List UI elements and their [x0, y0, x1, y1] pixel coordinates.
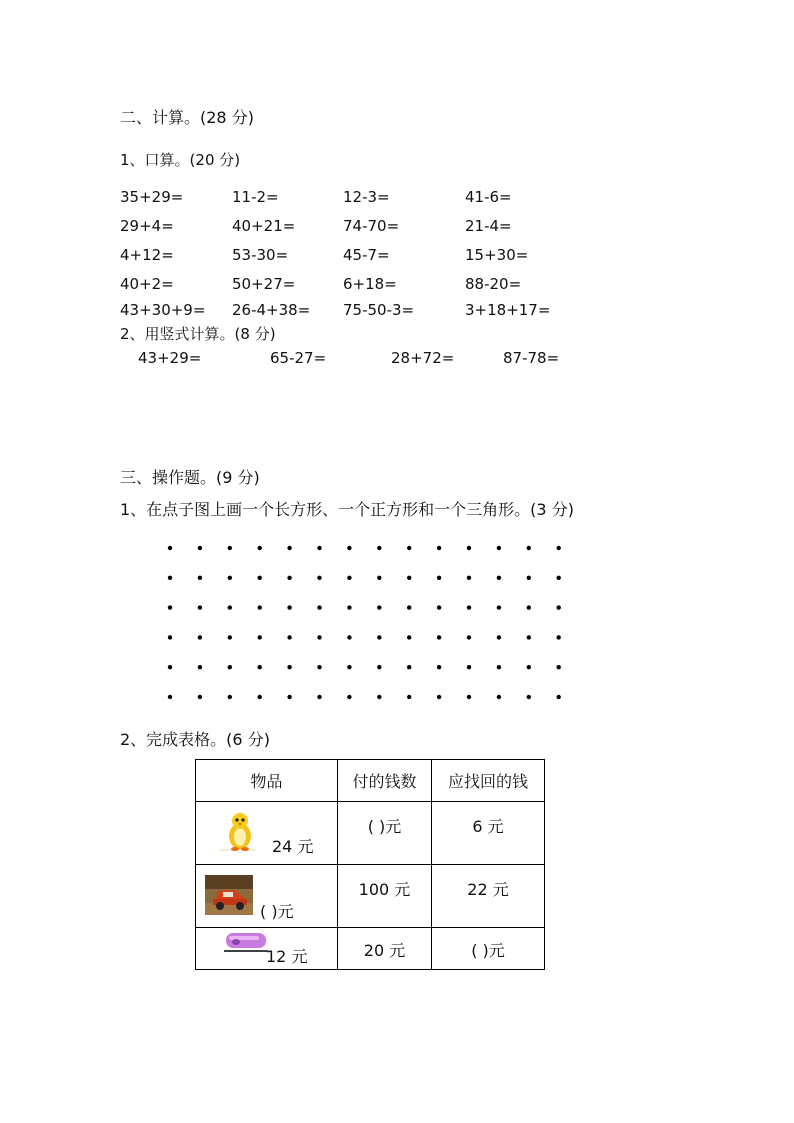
grid-dot[interactable] — [557, 576, 561, 580]
grid-dot[interactable] — [287, 605, 291, 609]
paid-value: ( )元 — [367, 817, 402, 836]
grid-dot[interactable] — [287, 695, 291, 699]
grid-dot[interactable] — [407, 605, 411, 609]
grid-dot[interactable] — [198, 546, 202, 550]
expression: 41-6= — [465, 188, 512, 206]
grid-dot[interactable] — [198, 576, 202, 580]
expression: 40+21= — [232, 217, 296, 235]
expression: 40+2= — [120, 275, 174, 293]
section-3-title: 三、操作题。(9 分) — [120, 468, 260, 487]
grid-dot[interactable] — [258, 546, 262, 550]
expression: 87-78= — [503, 349, 560, 367]
grid-dot[interactable] — [467, 635, 471, 639]
item-price: 12 元 — [266, 947, 308, 966]
grid-dot[interactable] — [347, 576, 351, 580]
grid-dot[interactable] — [467, 605, 471, 609]
paid-cell — [338, 865, 432, 928]
grid-dot[interactable] — [377, 546, 381, 550]
expression: 26-4+38= — [232, 301, 311, 319]
grid-dot[interactable] — [287, 665, 291, 669]
grid-dot[interactable] — [347, 546, 351, 550]
expression: 12-3= — [343, 188, 390, 206]
grid-dot[interactable] — [437, 695, 441, 699]
toy-car-icon — [205, 875, 253, 915]
grid-dot[interactable] — [258, 695, 262, 699]
grid-dot[interactable] — [168, 546, 172, 550]
grid-dot[interactable] — [168, 695, 172, 699]
paid-value: 100 元 — [358, 880, 411, 899]
grid-dot[interactable] — [347, 605, 351, 609]
expression: 29+4= — [120, 217, 174, 235]
header-change: 应找回的钱 — [432, 760, 545, 802]
grid-dot[interactable] — [467, 665, 471, 669]
paid-cell — [338, 928, 432, 970]
grid-dot[interactable] — [437, 546, 441, 550]
grid-dot[interactable] — [258, 576, 262, 580]
grid-dot[interactable] — [317, 605, 321, 609]
grid-dot[interactable] — [407, 665, 411, 669]
grid-dot[interactable] — [377, 635, 381, 639]
table-row — [196, 865, 545, 928]
price-table — [195, 759, 545, 970]
grid-dot[interactable] — [377, 576, 381, 580]
expression: 43+29= — [138, 349, 202, 367]
item-price: ( )元 — [260, 902, 294, 921]
table-row — [196, 928, 545, 970]
grid-dot[interactable] — [497, 695, 501, 699]
grid-dot[interactable] — [228, 605, 232, 609]
expression: 35+29= — [120, 188, 184, 206]
grid-dot[interactable] — [407, 695, 411, 699]
grid-dot[interactable] — [437, 635, 441, 639]
grid-dot[interactable] — [228, 635, 232, 639]
grid-dot[interactable] — [198, 635, 202, 639]
grid-dot[interactable] — [527, 546, 531, 550]
grid-dot[interactable] — [228, 665, 232, 669]
change-value: 22 元 — [467, 880, 509, 899]
grid-dot[interactable] — [377, 605, 381, 609]
grid-dot[interactable] — [168, 576, 172, 580]
grid-dot[interactable] — [287, 635, 291, 639]
grid-dot[interactable] — [168, 605, 172, 609]
grid-dot[interactable] — [407, 635, 411, 639]
grid-dot[interactable] — [467, 546, 471, 550]
item-cell — [196, 928, 338, 970]
grid-dot[interactable] — [317, 546, 321, 550]
expression: 45-7= — [343, 246, 390, 264]
grid-dot[interactable] — [437, 605, 441, 609]
grid-dot[interactable] — [557, 695, 561, 699]
grid-dot[interactable] — [258, 665, 262, 669]
grid-dot[interactable] — [467, 695, 471, 699]
grid-dot[interactable] — [317, 665, 321, 669]
expression: 4+12= — [120, 246, 174, 264]
change-value: ( )元 — [471, 941, 505, 960]
expression: 15+30= — [465, 246, 529, 264]
expression: 43+30+9= — [120, 301, 206, 319]
grid-dot[interactable] — [287, 576, 291, 580]
table-header-row — [196, 760, 545, 802]
grid-dot[interactable] — [527, 635, 531, 639]
table-row — [196, 802, 545, 865]
grid-dot[interactable] — [527, 605, 531, 609]
grid-dot[interactable] — [557, 635, 561, 639]
change-cell — [432, 865, 545, 928]
grid-dot[interactable] — [317, 695, 321, 699]
grid-dot[interactable] — [527, 665, 531, 669]
change-value: 6 元 — [472, 817, 504, 836]
table-question: 2、完成表格。(6 分) — [120, 730, 270, 749]
grid-dot[interactable] — [437, 576, 441, 580]
expression: 75-50-3= — [343, 301, 415, 319]
grid-dot[interactable] — [497, 605, 501, 609]
grid-dot[interactable] — [287, 546, 291, 550]
paid-value: 20 元 — [363, 941, 406, 960]
grid-dot[interactable] — [228, 695, 232, 699]
grid-dot[interactable] — [317, 576, 321, 580]
expression: 3+18+17= — [465, 301, 551, 319]
grid-dot[interactable] — [407, 546, 411, 550]
grid-dot[interactable] — [168, 665, 172, 669]
expression: 50+27= — [232, 275, 296, 293]
q1-title: 1、口算。(20 分) — [120, 151, 241, 169]
grid-dot[interactable] — [317, 635, 321, 639]
pencil-case-icon — [224, 930, 268, 952]
grid-dot[interactable] — [198, 605, 202, 609]
grid-dot[interactable] — [497, 635, 501, 639]
expression: 6+18= — [343, 275, 397, 293]
grid-dot[interactable] — [407, 576, 411, 580]
grid-dot[interactable] — [228, 576, 232, 580]
grid-dot[interactable] — [347, 695, 351, 699]
grid-dot[interactable] — [377, 695, 381, 699]
grid-dot[interactable] — [258, 605, 262, 609]
q2-title: 2、用竖式计算。(8 分) — [120, 325, 276, 343]
grid-dot[interactable] — [557, 605, 561, 609]
change-cell — [432, 802, 545, 865]
grid-dot[interactable] — [228, 546, 232, 550]
grid-dot[interactable] — [198, 665, 202, 669]
expression: 21-4= — [465, 217, 512, 235]
item-cell — [196, 802, 338, 865]
grid-dot[interactable] — [258, 635, 262, 639]
paid-cell — [338, 802, 432, 865]
grid-dot[interactable] — [347, 635, 351, 639]
expression: 28+72= — [391, 349, 455, 367]
expression: 53-30= — [232, 246, 289, 264]
header-item: 物品 — [196, 760, 338, 802]
grid-dot[interactable] — [377, 665, 381, 669]
grid-dot[interactable] — [497, 576, 501, 580]
grid-dot[interactable] — [527, 576, 531, 580]
item-cell — [196, 865, 338, 928]
penguin-toy-icon — [220, 810, 260, 852]
header-paid: 付的钱数 — [338, 760, 432, 802]
expression: 11-2= — [232, 188, 279, 206]
grid-dot[interactable] — [527, 695, 531, 699]
change-cell — [432, 928, 545, 970]
dot-grid[interactable] — [162, 540, 572, 705]
grid-dot[interactable] — [497, 665, 501, 669]
item-price: 24 元 — [272, 837, 314, 856]
grid-dot[interactable] — [557, 665, 561, 669]
expression: 74-70= — [343, 217, 400, 235]
expression: 88-20= — [465, 275, 522, 293]
grid-dot[interactable] — [198, 695, 202, 699]
grid-dot[interactable] — [557, 546, 561, 550]
grid-dot[interactable] — [437, 665, 441, 669]
grid-dot[interactable] — [467, 576, 471, 580]
expression: 65-27= — [270, 349, 327, 367]
grid-dot[interactable] — [497, 546, 501, 550]
section-2-title: 二、计算。(28 分) — [120, 108, 254, 127]
grid-dot[interactable] — [347, 665, 351, 669]
dot-grid-question: 1、在点子图上画一个长方形、一个正方形和一个三角形。(3 分) — [120, 500, 574, 519]
grid-dot[interactable] — [168, 635, 172, 639]
